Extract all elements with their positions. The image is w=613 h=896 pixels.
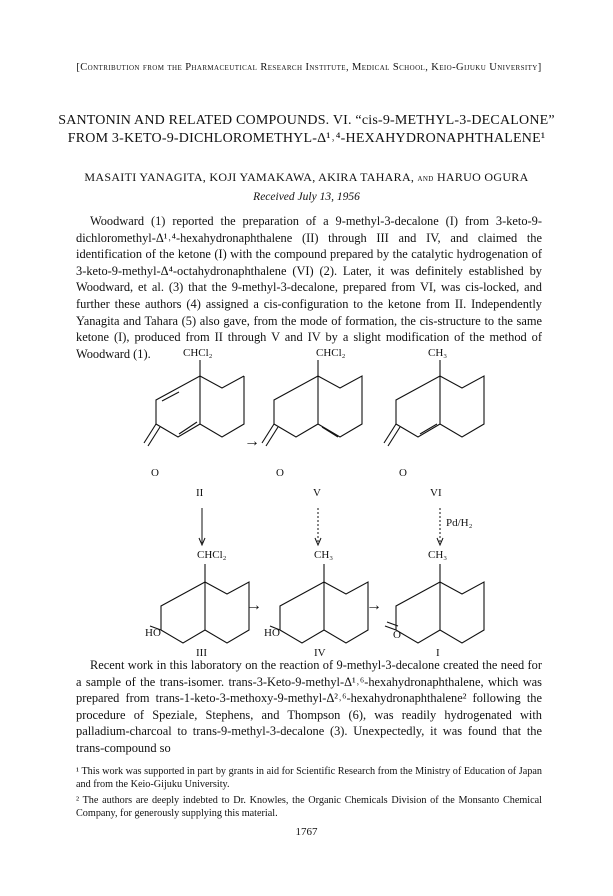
hetero-I: O	[393, 629, 401, 641]
substituent-V: CHCl₂	[316, 347, 346, 359]
received-date: Received July 13, 1956	[253, 191, 360, 203]
arrow-V-IV	[315, 508, 321, 545]
label-III: III	[196, 647, 207, 659]
arrow-II-III	[199, 508, 205, 545]
label-II: II	[196, 487, 204, 499]
paragraph-intro-text: Woodward (1) reported the preparation of a 9-methyl-3-decalone (I) from 3-keto-9-dichloromethyl-Δ¹˒⁴-hexahydronaphthalene (II) through III and IV, and claimed the identification of the ketone (I) with the compound prepared by the catalytic hydrogenation of 3-keto-9-methyl-Δ⁴-octahydronaphthalene (VI) (2). Later, it was definitely established by Woodward, et al. (3) that the 9-methyl-3-decalone, prepared from VI, was cis-locked, and further these authors (4) assigned a cis-configuration to the ketone from II. Independently Yanagita and Tahara (5) also gave, from the mode of formation, the cis-structure to the same ketone (I), produced from II through V and IV by a slight modification of the method of Woodward (1).	[76, 214, 542, 361]
hetero-VI: O	[399, 467, 407, 479]
substituent-VI: CH₃	[428, 347, 448, 359]
author-and: and	[417, 173, 434, 184]
footnote-1: ¹ This work was supported in part by grants in aid for Scientific Research from the Ministry of Education of Japan and from the Keio-Gijuku University.	[76, 766, 542, 791]
structure-V	[262, 360, 362, 446]
label-IV: IV	[314, 647, 326, 659]
page-number: 1767	[295, 826, 318, 838]
author-last: HARUO OGURA	[436, 170, 529, 184]
hetero-II: O	[151, 467, 159, 479]
footnote-2: ² The authors are deeply indebted to Dr. Knowles, the Organic Chemicals Division of the Monsanto Chemical Company, for generously supplying this material.	[76, 795, 542, 820]
substituent-III: CHCl₂	[197, 549, 227, 561]
hetero-IV: HO	[264, 627, 280, 639]
author-names: MASAITI YANAGITA, KOJI YAMAKAWA, AKIRA TAHARA,	[84, 170, 415, 184]
structure-II	[144, 360, 244, 446]
label-V: V	[313, 487, 321, 499]
substituent-IV: CH₃	[314, 549, 334, 561]
structure-VI	[384, 360, 484, 446]
arrow-II-V: →	[244, 433, 260, 450]
paragraph-recent-work-text: Recent work in this laboratory on the reaction of 9-methyl-3-decalone created the need for a sample of the trans-isomer. trans-3-Keto-9-methyl-Δ¹˒⁶-hexahydronaphthalene, which was prepared from trans-1-keto-3-methoxy-9-methyl-Δ²˒⁶-hexahydronaphthalene² following the procedure of Speziale, Stephens, and Thompson (6), was readily hydrogenated with palladium-charcoal to trans-9-methyl-3-decalone (3). Unexpectedly, it was found that the trans-compound so	[76, 658, 542, 755]
contribution-header: [Contribution from the Pharmaceutical Research Institute, Medical School, Keio-Gijuku University]	[76, 62, 542, 73]
article-title: SANTONIN AND RELATED COMPOUNDS. VI. “cis-9-METHYL-3-DECALONE” FROM 3-KETO-9-DICHLOROMETHYL-Δ¹˒⁴-HEXAHYDRONAPHTHALENE¹	[58, 113, 555, 146]
label-I: I	[436, 647, 440, 659]
arrow-IV-I: →	[366, 597, 382, 614]
arrow-III-IV: →	[246, 597, 262, 614]
substituent-I: CH₃	[428, 549, 448, 561]
substituent-II: CHCl₂	[183, 347, 213, 359]
label-VI: VI	[430, 487, 442, 499]
hetero-V: O	[276, 467, 284, 479]
paragraph-recent-work	[76, 657, 542, 757]
arrow-VI-I	[437, 508, 443, 545]
reagent-label: Pd/H₂	[446, 517, 473, 529]
hetero-III: HO	[145, 627, 161, 639]
structure-IV	[270, 564, 368, 643]
structure-III	[150, 564, 249, 643]
